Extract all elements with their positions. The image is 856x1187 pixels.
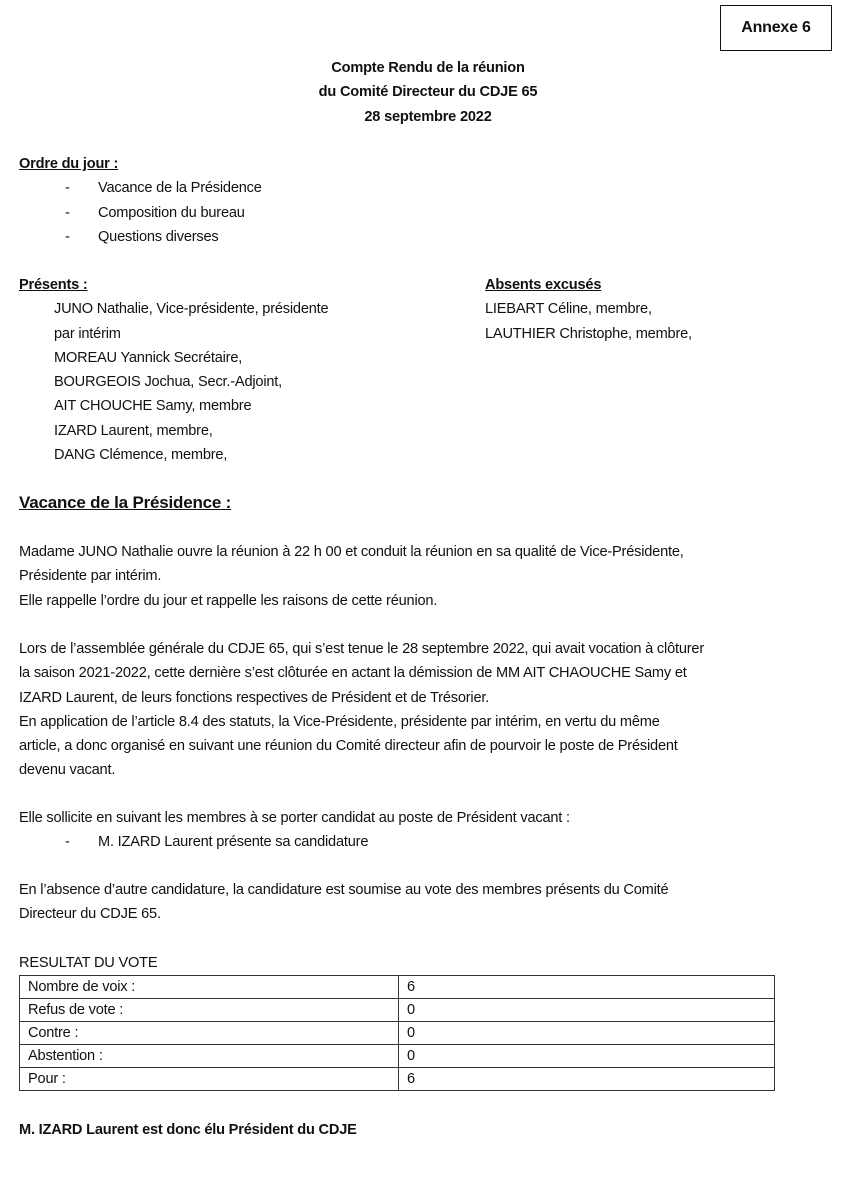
paragraph-opening: Madame JUNO Nathalie ouvre la réunion à 22 h 00 et conduit la réunion en sa qualité de Vice-Présidente, Présidente par intérim. Elle rappelle l’ordre du jour et rappelle les raisons de cette réunion. — [19, 544, 684, 609]
candidate-item: - M. IZARD Laurent présente sa candidature — [65, 834, 369, 851]
agenda-heading: Ordre du jour : — [19, 156, 119, 172]
section-heading: Vacance de la Présidence : — [19, 493, 232, 512]
table-row: Refus de vote : 0 — [20, 999, 775, 1022]
present-line: DANG Clémence, membre, — [54, 447, 228, 464]
present-line: IZARD Laurent, membre, — [54, 422, 213, 439]
title-line: du Comité Directeur du CDJE 65 — [318, 84, 538, 101]
present-line: par intérim — [54, 325, 121, 342]
present-line: MOREAU Yannick Secrétaire, — [54, 349, 243, 366]
vote-results-table — [19, 975, 775, 1091]
agenda-item: - Composition du bureau — [65, 204, 245, 221]
presents-list — [19, 273, 328, 467]
present-line: BOURGEOIS Jochua, Secr.-Adjoint, — [54, 374, 283, 391]
agenda-item: - Vacance de la Présidence — [65, 180, 262, 197]
paragraph-candidacy: Elle sollicite en suivant les membres à se porter candidat au poste de Président vacant : - M. IZARD Laurent présente sa candidature — [19, 806, 570, 855]
title-line: 28 septembre 2022 — [364, 108, 492, 125]
table-row: Contre : 0 — [20, 1022, 775, 1045]
agenda-item: - Questions diverses — [65, 228, 219, 245]
annexe-label: Annexe 6 — [720, 5, 832, 51]
conclusion: M. IZARD Laurent est donc élu Président du CDJE — [19, 1122, 357, 1138]
absents-list — [485, 273, 692, 346]
paragraph-context: Lors de l’assemblée générale du CDJE 65, qui s’est tenue le 28 septembre 2022, qui avait vocation à clôturer la saison 2021-2022, cette dernière s’est clôturée en actant la démission de MM AIT CHAOUCHE Samy et IZARD Laurent, de leurs fonctions respectives de Président et de Trésorier. En application de l’article 8.4 des statuts, la Vice-Présidente, présidente par intérim, en vertu du même article, a donc organisé en suivant une réunion du Comité directeur afin de pourvoir le poste de Président devenu vacant. — [19, 641, 704, 779]
present-line: AIT CHOUCHE Samy, membre — [54, 398, 252, 415]
absent-line: LAUTHIER Christophe, membre, — [485, 325, 692, 342]
absents-heading: Absents excusés — [485, 277, 602, 293]
vote-heading: RESULTAT DU VOTE — [19, 955, 158, 971]
table-row: Abstention : 0 — [20, 1045, 775, 1068]
table-row: Pour : 6 — [20, 1068, 775, 1091]
table-row: Nombre de voix : 6 — [20, 976, 775, 999]
document-title — [0, 56, 856, 129]
presents-heading: Présents : — [19, 277, 88, 293]
present-line: JUNO Nathalie, Vice-présidente, présidente — [54, 301, 329, 318]
title-line: Compte Rendu de la réunion — [331, 60, 525, 76]
absent-line: LIEBART Céline, membre, — [485, 301, 652, 318]
paragraph-vote: En l’absence d’autre candidature, la candidature est soumise au vote des membres présents du Comité Directeur du CDJE 65. — [19, 882, 669, 923]
agenda — [19, 152, 262, 249]
